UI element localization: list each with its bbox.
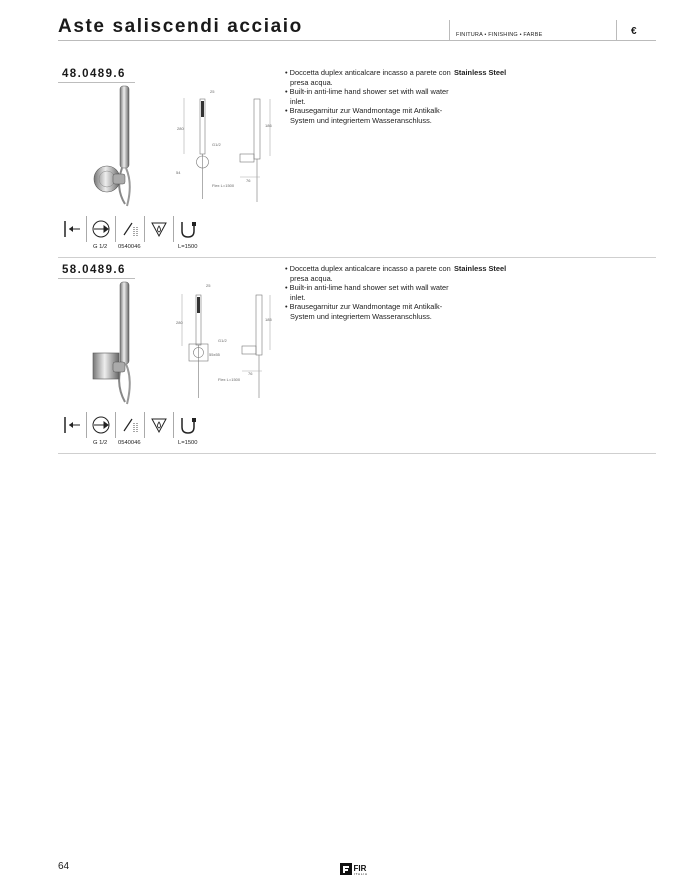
currency-column-header: €: [631, 26, 637, 37]
code-underline: [58, 82, 135, 83]
technical-drawing: [172, 280, 277, 402]
dimension-label: Flex L=1500: [212, 183, 235, 188]
thread-caption: G 1/2: [93, 440, 108, 446]
dimension-label: 76: [246, 178, 251, 183]
brand-logo: [340, 862, 374, 876]
water-inlet-icon: [87, 216, 116, 242]
product-code: 58.0489.6: [62, 264, 126, 276]
feature-icons: [58, 216, 202, 242]
finish-column-header: FINITURA • FINISHING • FARBE: [456, 32, 543, 38]
dimension-label: 25: [210, 89, 215, 94]
dimension-label: G1/2: [218, 338, 227, 343]
product-description: [285, 68, 453, 126]
product-code: 48.0489.6: [62, 68, 126, 80]
dimension-label: 55x55: [209, 352, 220, 357]
part-caption: 0540046: [118, 244, 141, 250]
hand-shower-icon: [116, 216, 145, 242]
header-divider: [616, 20, 617, 40]
dimension-label: 76: [248, 371, 253, 376]
description-de: • Brausegarnitur zur Wandmontage mit Antikalk-System und integriertem Wasseranschluss.: [285, 302, 443, 321]
flexible-hose-icon: [174, 412, 202, 438]
flexible-hose-icon: [174, 216, 202, 242]
svg-text:FIR: FIR: [353, 864, 367, 873]
dimension-label: Flex L=1500: [218, 377, 241, 382]
code-underline: [58, 278, 135, 279]
hand-shower-icon: [116, 412, 145, 438]
dimension-label: 25: [206, 283, 211, 288]
dimension-label: G1/2: [212, 142, 221, 147]
finish-value: Stainless Steel: [454, 68, 507, 77]
technical-drawing: [172, 84, 277, 206]
header-rule: [58, 40, 656, 41]
page-title: Aste saliscendi acciaio: [58, 16, 303, 37]
thread-caption: G 1/2: [93, 244, 108, 250]
dimension-label: 280: [177, 126, 184, 131]
description-de: • Brausegarnitur zur Wandmontage mit Antikalk-System und integriertem Wasseranschluss.: [285, 106, 443, 125]
description-en: • Built-in anti-lime hand shower set with wall water inlet.: [285, 283, 449, 302]
product-description: [285, 264, 453, 322]
product-photo: [85, 280, 145, 406]
wall-mount-icon: [58, 412, 87, 438]
hose-caption: L=1500: [178, 440, 198, 446]
finish-value: Stainless Steel: [454, 264, 507, 273]
part-caption: 0540046: [118, 440, 141, 446]
description-it: • Doccetta duplex anticalcare incasso a parete con presa acqua.: [285, 68, 451, 87]
header-divider: [449, 20, 450, 40]
dimension-label: 185: [265, 317, 272, 322]
svg-text:ITALIA: ITALIA: [354, 872, 368, 876]
anti-lime-icon: [145, 412, 174, 438]
dimension-label: 54: [176, 170, 181, 175]
water-inlet-icon: [87, 412, 116, 438]
wall-mount-icon: [58, 216, 87, 242]
dimension-label: 280: [176, 320, 183, 325]
product-divider: [58, 453, 656, 454]
description-en: • Built-in anti-lime hand shower set with wall water inlet.: [285, 87, 449, 106]
product-divider: [58, 257, 656, 258]
description-it: • Doccetta duplex anticalcare incasso a parete con presa acqua.: [285, 264, 451, 283]
page-number: 64: [58, 861, 70, 872]
hose-caption: L=1500: [178, 244, 198, 250]
dimension-label: 186: [265, 123, 272, 128]
feature-icons: [58, 412, 202, 438]
anti-lime-icon: [145, 216, 174, 242]
product-photo: [85, 84, 145, 210]
